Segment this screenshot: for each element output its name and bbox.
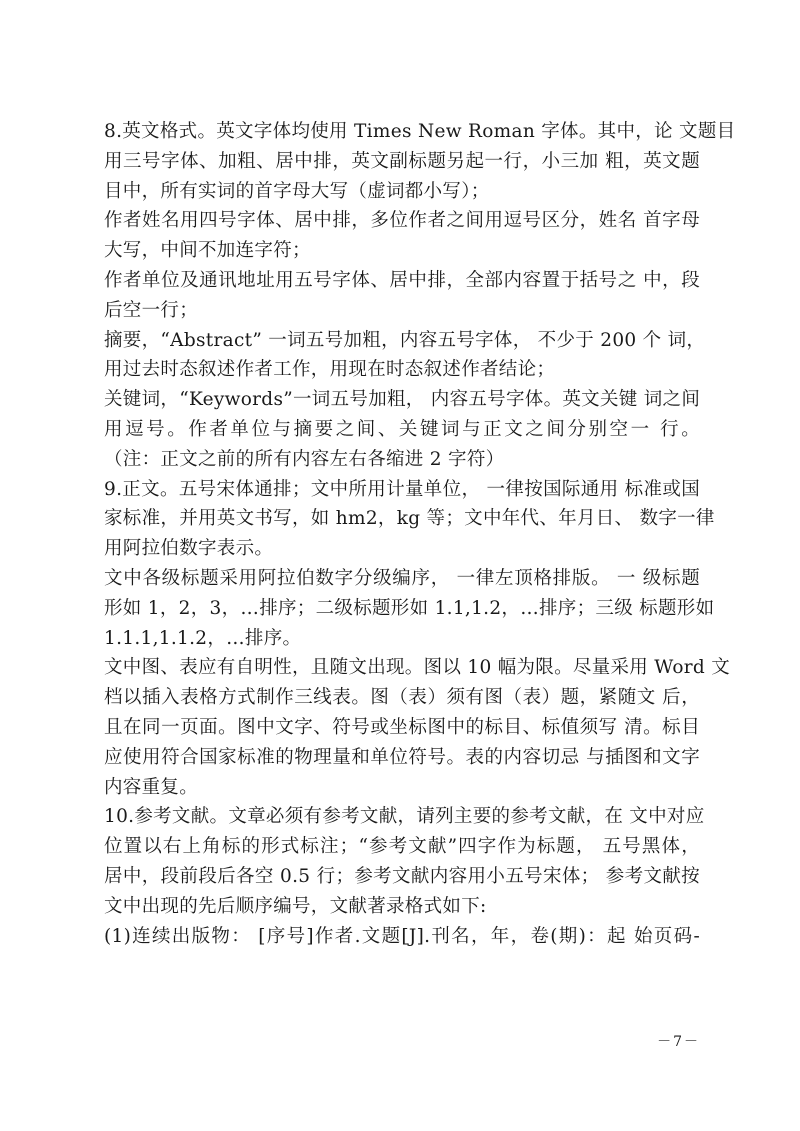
text-line-18: 1.1.1,1.1.2，…排序。 (104, 627, 302, 649)
text-line-3: 目中，所有实词的首字母大写（虚词都小写）； (104, 180, 490, 202)
text-line-6: 作者单位及通讯地址用五号字体、居中排，全部内容置于括号之 中，段 (104, 269, 700, 291)
text-line-7: 后空一行； (104, 299, 199, 321)
text-line-20: 档以插入表格方式制作三线表。图（表）须有图（表）题，紧随文 后， (104, 687, 700, 709)
text-line-28: (1)连续出版物： [序号]作者.文题[J].刊名，年，卷(期)：起 始页码- (104, 925, 700, 947)
text-line-19: 文中图、表应有自明性，且随文出现。图以 10 幅为限。尽量采用 Word 文 (104, 657, 731, 679)
text-line-16: 文中各级标题采用阿拉伯数字分级编序， 一律左顶格排版。 一 级标题 (104, 567, 700, 589)
body-text (104, 117, 736, 951)
page-number: －7－ (657, 1034, 700, 1050)
text-line-5: 大写，中间不加连字符； (104, 240, 311, 262)
text-line-1: 8.英文格式。英文字体均使用 Times New Roman 字体。其中，论 文题目 (104, 121, 736, 142)
text-line-15: 用阿拉伯数字表示。 (104, 538, 274, 560)
text-line-8: 摘要，“Abstract” 一词五号加粗，内容五号字体， 不少于 200 个 词， (104, 329, 706, 351)
text-line-11: 用逗号。作者单位与摘要之间、关键词与正文之间分别空一 行。 (104, 418, 700, 440)
text-line-10: 关键词，“Keywords”一词五号加粗， 内容五号字体。英文关键 词之间 (104, 389, 701, 411)
text-line-12: （注：正文之前的所有内容左右各缩进 2 字符） (104, 448, 505, 470)
text-line-14: 家标准，并用英文书写，如 hm2，kg 等；文中年代、年月日、 数字一律 (104, 508, 715, 530)
text-line-24: 10.参考文献。文章必须有参考文献，请列主要的参考文献，在 文中对应 (104, 806, 705, 828)
text-line-4: 作者姓名用四号字体、居中排，多位作者之间用逗号区分，姓名 首字母 (104, 210, 700, 232)
text-line-2: 用三号字体、加粗、居中排，英文副标题另起一行，小三加 粗，英文题 (104, 150, 700, 172)
text-line-23: 内容重复。 (104, 776, 199, 798)
text-line-9: 用过去时态叙述作者工作，用现在时态叙述作者结论； (104, 359, 556, 381)
text-line-27: 文中出现的先后顺序编号，文献著录格式如下: (104, 895, 487, 917)
text-line-22: 应使用符合国家标准的物理量和单位符号。表的内容切忌 与插图和文字 (104, 746, 700, 768)
text-line-21: 且在同一页面。图中文字、符号或坐标图中的标目、标值须写 清。标目 (104, 716, 700, 738)
text-line-25: 位置以右上角标的形式标注；“参考文献”四字作为标题， 五号黑体， (104, 836, 700, 858)
text-line-13: 9.正文。五号宋体通排；文中所用计量单位， 一律按国际通用 标准或国 (104, 478, 700, 500)
text-line-17: 形如 1，2，3，…排序；二级标题形如 1.1,1.2，…排序；三级 标题形如 (104, 597, 715, 619)
text-line-26: 居中，段前段后各空 0.5 行；参考文献内容用小五号宋体； 参考文献按 (104, 865, 700, 887)
